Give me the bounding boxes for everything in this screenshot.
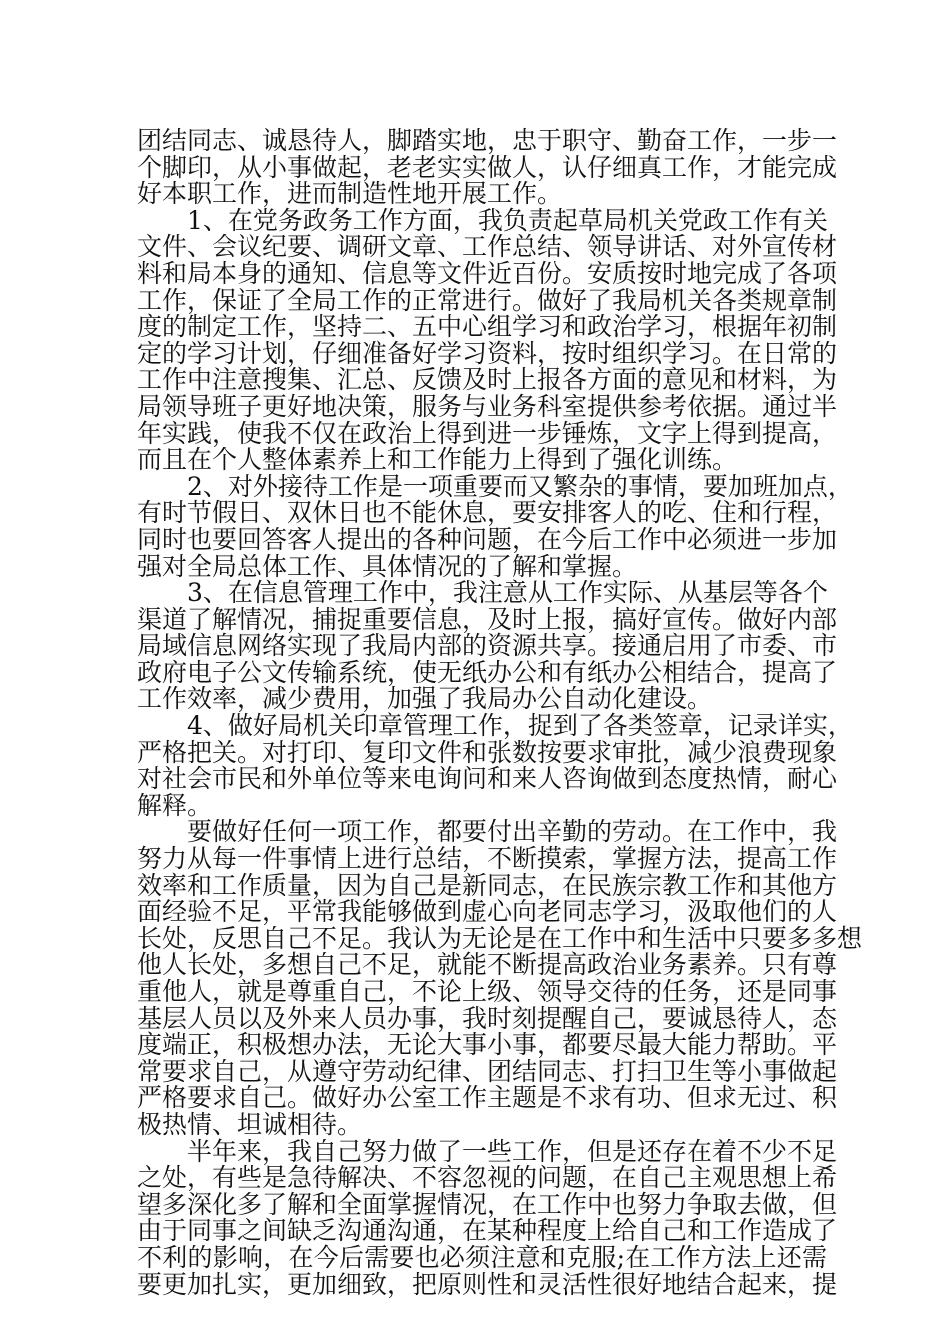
text-line: 3、在信息管理工作中，我注意从工作实际、从基层等各个 (187, 578, 828, 608)
text-line: 工作效率，减少费用，加强了我局办公自动化建设。 (137, 684, 713, 714)
text-line: 半年来，我自己努力做了一些工作，但是还存在着不少不足 (187, 1136, 838, 1166)
text-line: 年实践，使我不仅在政治上得到进一步锤炼，文字上得到提高， (137, 418, 838, 448)
text-line: 料和局本身的通知、信息等文件近百份。安质按时地完成了各项 (137, 258, 838, 288)
text-line: 团结同志、诚恳待人，脚踏实地，忠于职守、勤奋工作，一步一 (137, 126, 838, 155)
text-line: 要做好任何一项工作，都要付出辛勤的劳动。在工作中，我 (187, 817, 838, 847)
text-line: 而且在个人整体素养上和工作能力上得到了强化训练。 (137, 445, 738, 475)
text-line: 由于同事之间缺乏沟通沟通，在某种程度上给自己和工作造成了 (137, 1216, 838, 1246)
text-line: 度的制定工作，坚持二、五中心组学习和政治学习，根据年初制 (137, 312, 838, 342)
text-line: 望多深化多了解和全面掌握情况，在工作中也努力争取去做，但 (137, 1189, 838, 1219)
text-line: 4、做好局机关印章管理工作，捉到了各类签章，记录详实， (187, 711, 853, 741)
text-line: 度端正，积极想办法，无论大事小事，都要尽最大能力帮助。平 (137, 1030, 838, 1060)
text-line: 文件、会议纪要、调研文章、工作总结、领导讲话、对外宣传材 (137, 232, 838, 262)
text-line: 对社会市民和外单位等来电询问和来人咨询做到态度热情，耐心 (137, 764, 838, 794)
text-line: 同时也要回答客人提出的各种问题，在今后工作中必须进一步加 (137, 524, 838, 554)
text-line: 努力从每一件事情上进行总结，不断摸索，掌握方法，提高工作 (137, 844, 838, 874)
text-line: 严格把关。对打印、复印文件和张数按要求审批，减少浪费现象 (137, 737, 838, 767)
text-line: 常要求自己，从遵守劳动纪律、团结同志、打扫卫生等小事做起 (137, 1056, 838, 1086)
text-line: 效率和工作质量，因为自己是新同志，在民族宗教工作和其他方 (137, 870, 838, 900)
text-line: 之处，有些是急待解决、不容忽视的问题，在自己主观思想上希 (137, 1163, 838, 1193)
text-line: 局领导班子更好地决策，服务与业务科室提供参考依据。通过半 (137, 391, 838, 421)
text-line: 渠道了解情况，捕捉重要信息，及时上报，搞好宣传。做好内部 (137, 604, 838, 634)
text-line: 强对全局总体工作、具体情况的了解和掌握。 (137, 551, 638, 581)
text-line: 有时节假日、双休日也不能休息，要安排客人的吃、住和行程， (137, 498, 838, 528)
text-line: 局域信息网络实现了我局内部的资源共享。接通启用了市委、市 (137, 631, 838, 661)
text-line: 极热情、坦诚相待。 (137, 1109, 363, 1139)
text-line: 长处，反思自己不足。我认为无论是在工作中和生活中只要多多想 (137, 923, 863, 953)
text-line: 他人长处，多想自己不足，就能不断提高政治业务素养。只有尊 (137, 950, 838, 980)
text-line: 1、在党务政务工作方面，我负责起草局机关党政工作有关 (187, 205, 828, 235)
text-line: 好本职工作，进而制造性地开展工作。 (137, 179, 563, 209)
text-line: 解释。 (137, 790, 213, 820)
text-line: 要更加扎实，更加细致，把原则性和灵活性很好地结合起来，提 (137, 1269, 838, 1299)
text-line: 基层人员以及外来人员办事，我时刻提醒自己，要诚恳待人，态 (137, 1003, 838, 1033)
text-line: 个脚印，从小事做起，老老实实做人，认仔细真工作，才能完成 (137, 152, 838, 182)
text-line: 政府电子公文传输系统，使无纸办公和有纸办公相结合，提高了 (137, 657, 838, 687)
text-line: 2、对外接待工作是一项重要而又繁杂的事情，要加班加点， (187, 471, 853, 501)
text-line: 面经验不足，平常我能够做到虚心向老同志学习，汲取他们的人 (137, 897, 838, 927)
document-body (137, 126, 863, 1299)
text-line: 重他人，就是尊重自己，不论上级、领导交待的任务，还是同事 (137, 977, 838, 1006)
text-line: 严格要求自己。做好办公室工作主题是不求有功、但求无过、积 (137, 1083, 838, 1113)
text-line: 工作中注意搜集、汇总、反馈及时上报各方面的意见和材料，为 (137, 365, 838, 395)
text-line: 定的学习计划，仔细准备好学习资料，按时组织学习。在日常的 (137, 338, 838, 368)
text-line: 工作，保证了全局工作的正常进行。做好了我局机关各类规章制 (137, 285, 838, 315)
text-line: 不利的影响，在今后需要也必须注意和克服;在工作方法上还需 (137, 1242, 827, 1272)
